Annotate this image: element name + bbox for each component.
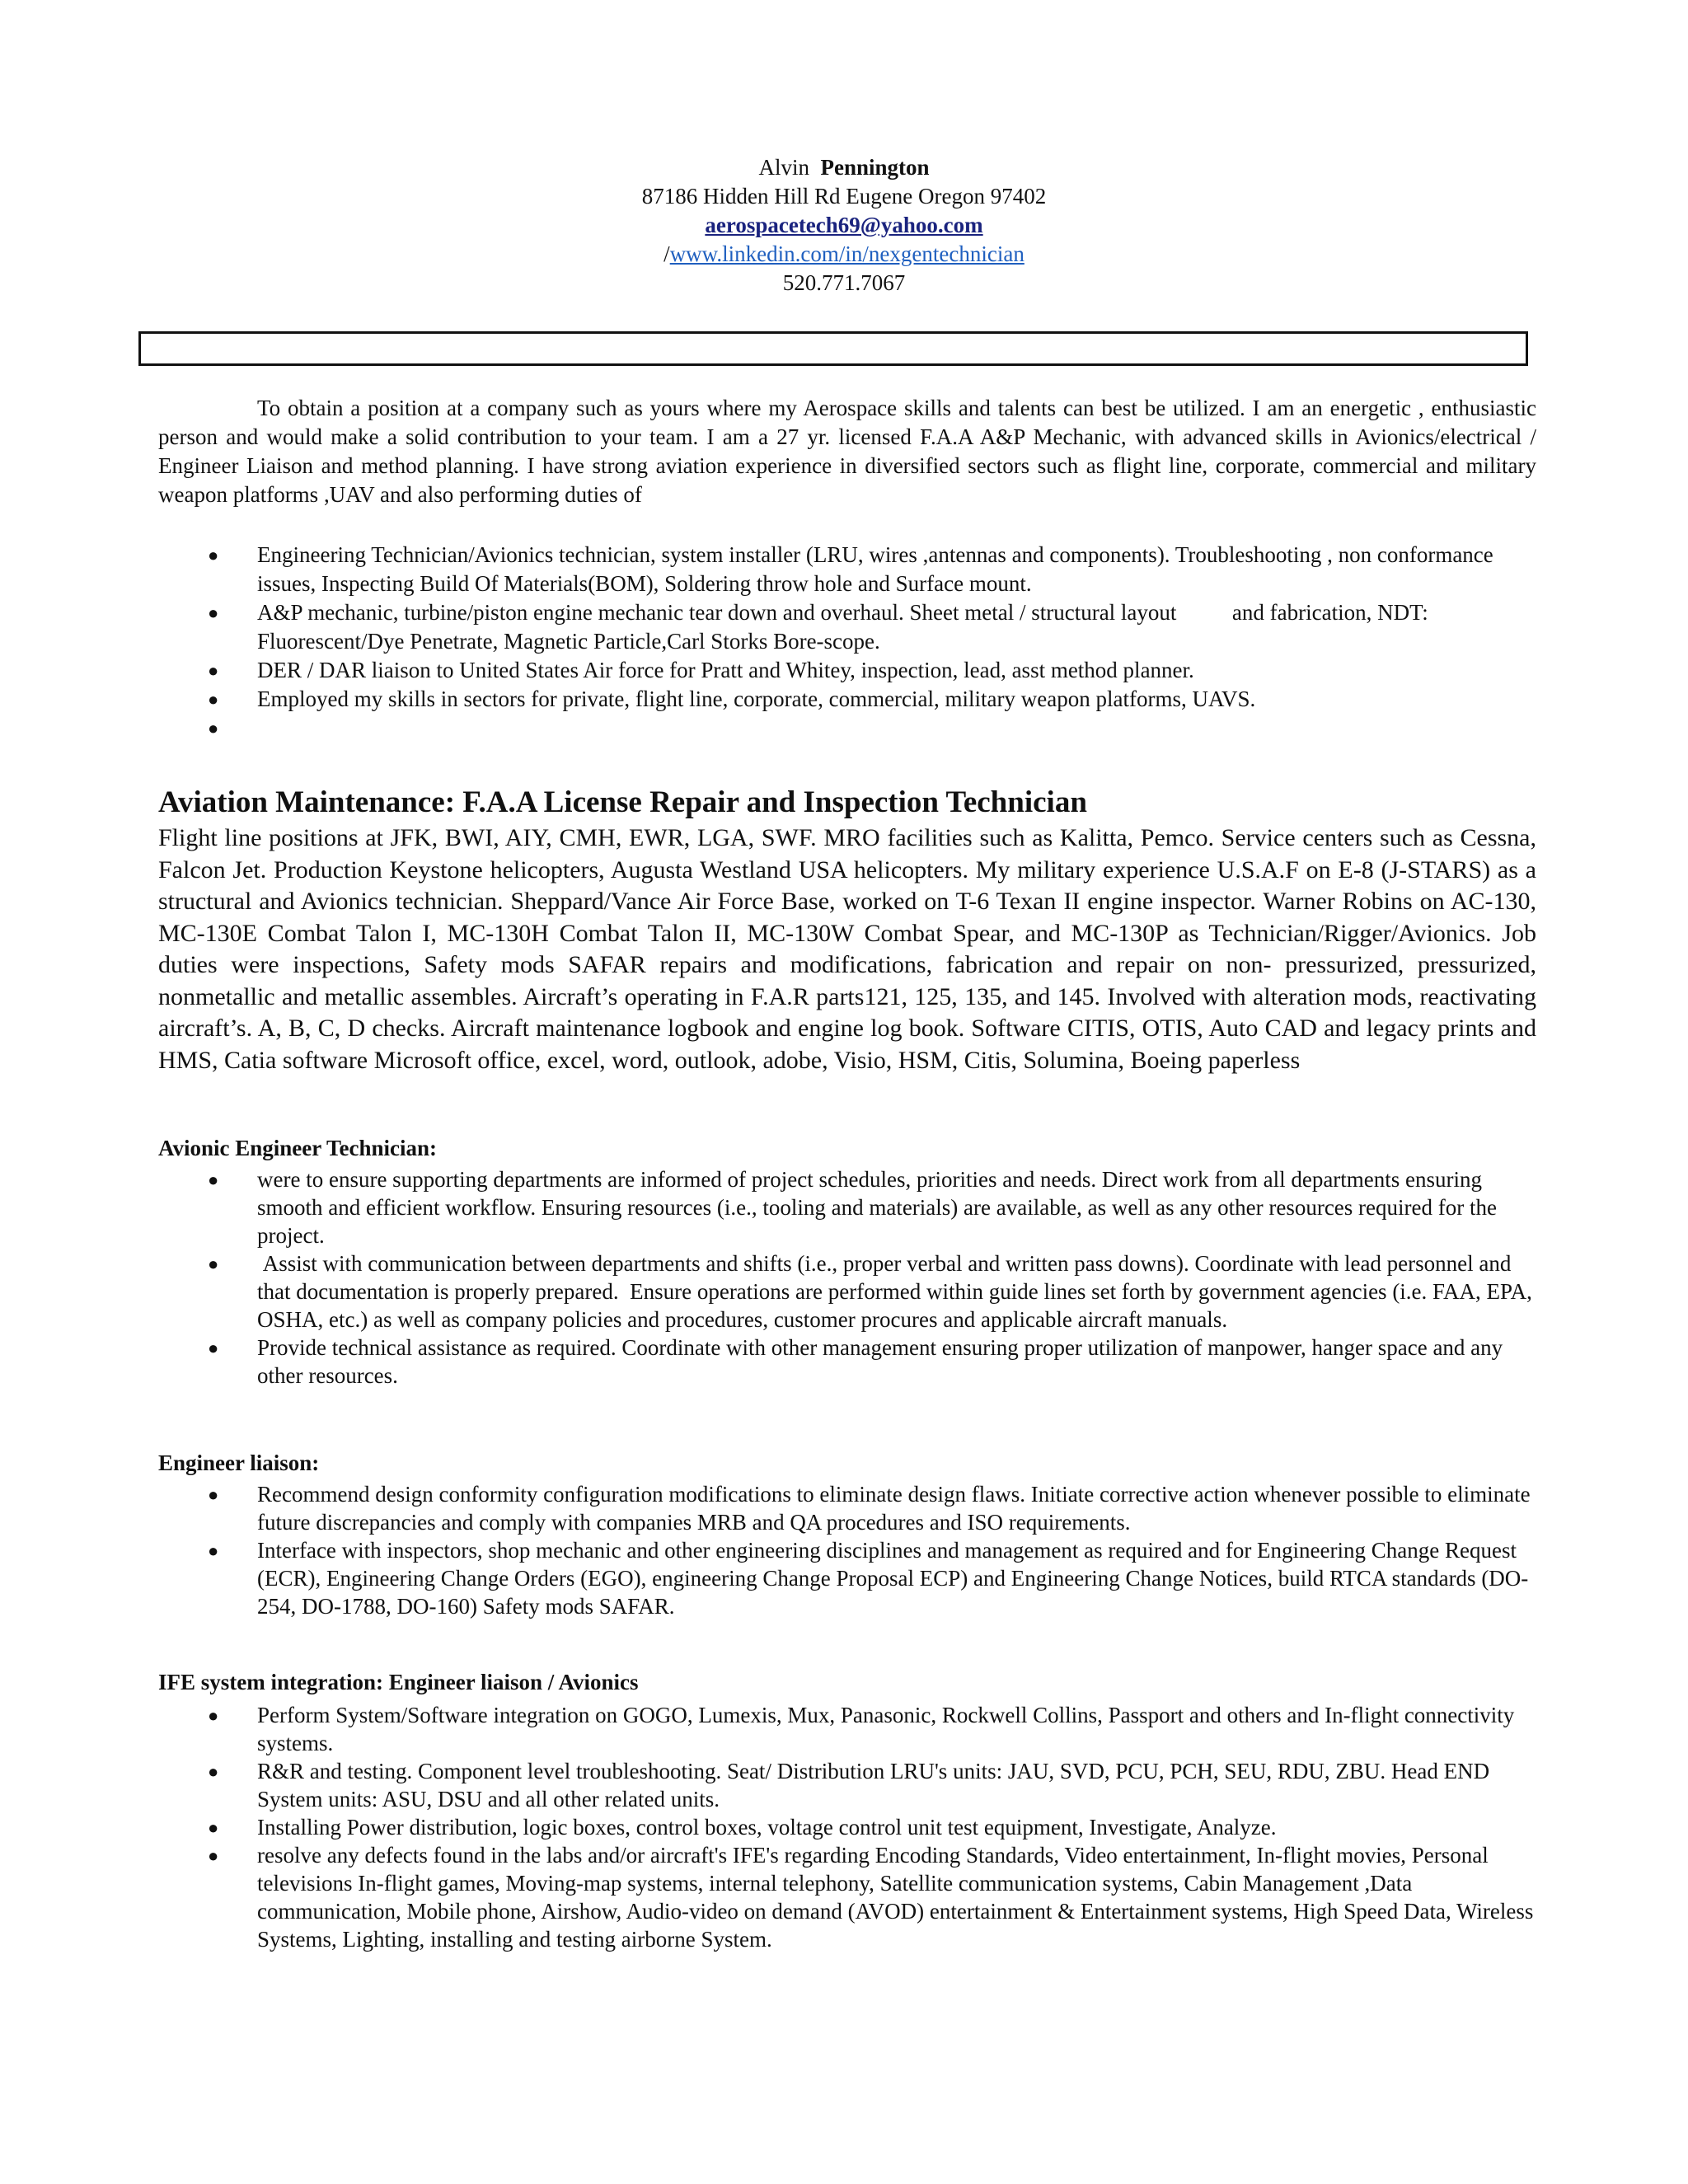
bullet-icon: ● (208, 602, 219, 623)
ife-heading: IFE system integration: Engineer liaison / Avionics (158, 1670, 639, 1694)
name-line (0, 153, 1688, 182)
first-name: Alvin (758, 155, 809, 180)
bullet-icon: ● (208, 1484, 219, 1505)
linkedin-prefix: / (663, 241, 670, 266)
bullet-icon: ● (208, 545, 219, 565)
list-item: ● Recommend design conformity configuration modifications to eliminate design flaws. Initiate corrective action whenever possible to eliminate future discrepancies and comply with companies MRB and QA procedures and ISO requirements. (208, 1482, 1531, 1535)
list-item: ● Interface with inspectors, shop mechanic and other engineering disciplines and management as required and for Engineering Change Request (ECR), Engineering Change Orders (EGO), engineering Change Proposal ECP) and Engineering Change Notices, build RTCA standards (DO-254, DO-1788, DO-160) Safety mods SAFAR. (208, 1538, 1529, 1619)
contact-header (0, 153, 1688, 298)
ife-list (158, 1701, 1536, 1953)
bullet-icon: ● (208, 660, 219, 681)
list-item: ● resolve any defects found in the labs and/or aircraft's IFE's regarding Encoding Standards, Video entertainment, In-flight movies, Personal televisions In-flight games, Moving-map systems, internal telephony, Satellite communication systems, Cabin Management ,Data communication, Mobile phone, Airshow, Audio-video on demand (AVOD) entertainment & Entertainment systems, High Speed Data, Wireless Systems, Lighting, installing and testing airborne System. (208, 1843, 1534, 1952)
list-item: ● Engineering Technician/Avionics technician, system installer (LRU, wires ,antennas and components). Troubleshooting , non conformance issues, Inspecting Build Of Materials(BOM), Soldering throw hole and Surface mount. (208, 542, 1493, 596)
bullet-icon: ● (208, 718, 219, 738)
address: 87186 Hidden Hill Rd Eugene Oregon 97402 (641, 184, 1047, 209)
list-item: ● A&P mechanic, turbine/piston engine mechanic tear down and overhaul. Sheet metal / structural layout and fabrication, NDT: Fluorescent/Dye Penetrate, Magnetic Particle,Carl Storks Bore-scope. (208, 600, 1434, 654)
phone: 520.771.7067 (782, 270, 906, 295)
bullet-icon: ● (208, 1705, 219, 1726)
list-item: ● Installing Power distribution, logic boxes, control boxes, voltage control unit test equipment, Investigate, Analyze. (158, 1813, 1536, 1841)
list-item: ● Assist with communication between departments and shifts (i.e., proper verbal and written pass downs). Coordinate with lead personnel and that documentation is properly prepared. Ensure operations are performed within guide lines set forth by government agencies (i.e. FAA, EPA, OSHA, etc.) as well as company policies and procedures, customer procures and applicable aircraft manuals. (208, 1251, 1538, 1332)
bullet-icon: ● (208, 1817, 219, 1838)
aviation-section-title: Aviation Maintenance: F.A.A License Repair and Inspection Technician (158, 785, 1087, 819)
bullet-icon: ● (208, 1540, 219, 1561)
avionic-engineer-heading: Avionic Engineer Technician: (158, 1136, 438, 1160)
list-item: ● Perform System/Software integration on GOGO, Lumexis, Mux, Panasonic, Rockwell Collins, Passport and others and In-flight connectivity systems. (208, 1703, 1515, 1755)
engineer-liaison-heading: Engineer liaison: (158, 1451, 320, 1475)
linkedin-link[interactable]: www.linkedin.com/in/nexgentechnician (669, 241, 1025, 266)
list-item: ● R&R and testing. Component level troubleshooting. Seat/ Distribution LRU's units: JAU, SVD, PCU, PCH, SEU, RDU, ZBU. Head END System units: ASU, DSU and all other related units. (208, 1759, 1490, 1811)
list-item: ● DER / DAR liaison to United States Air force for Pratt and Whitey, inspection, lead, asst method planner. (158, 656, 1536, 685)
email-link[interactable]: aerospacetech69@yahoo.com (705, 213, 983, 237)
bullet-icon: ● (208, 1254, 219, 1274)
bullet-icon: ● (208, 1338, 219, 1358)
email-line (0, 211, 1688, 240)
engineer-liaison-list (158, 1480, 1536, 1620)
list-item: ● Employed my skills in sectors for private, flight line, corporate, commercial, military weapon platforms, UAVS. (158, 685, 1536, 714)
linkedin-line (0, 240, 1688, 269)
bullet-icon: ● (208, 1761, 219, 1782)
objective-paragraph: To obtain a position at a company such as yours where my Aerospace skills and talents can best be utilized. I am an energetic , enthusiastic person and would make a solid contribution to your team. I am a 27 yr. licensed F.A.A A&P Mechanic, with advanced skills in Avionics/electrical / Engineer Liaison and method planning. I have strong aviation experience in diversified sectors such as flight line, corporate, commercial and military weapon platforms ,UAV and also performing duties of (158, 396, 1536, 507)
summary-bullet-list (158, 541, 1536, 743)
bullet-icon: ● (208, 689, 219, 710)
list-item: ● Provide technical assistance as required. Coordinate with other management ensuring proper utilization of manpower, hanger space and any other resources. (208, 1335, 1503, 1388)
aviation-paragraph: Flight line positions at JFK, BWI, AIY, CMH, EWR, LGA, SWF. MRO facilities such as Kalitta, Pemco. Service centers such as Cessna, Falcon Jet. Production Keystone helicopters, Augusta Westland USA helicopters. My military experience U.S.A.F on E-8 (J-STARS) as a structural and Avionics technician. Sheppard/Vance Air Force Base, worked on T-6 Texan II engine inspector. Warner Robins on AC-130, MC-130E Combat Talon I, MC-130H Combat Talon II, MC-130W Combat Spear, and MC-130P as Technician/Rigger/Avionics. Job duties were inspections, Safety mods SAFAR repairs and modifications, fabrication and repair on non- pressurized, pressurized, nonmetallic and metallic assembles. Aircraft’s operating in F.A.R parts121, 125, 135, and 145. Involved with alteration mods, reactivating aircraft’s. A, B, C, D checks. Aircraft maintenance logbook and engine log book. Software CITIS, OTIS, Auto CAD and legacy prints and HMS, Catia software Microsoft office, excel, word, outlook, adobe, Visio, HSM, Citis, Solumina, Boeing paperless (158, 824, 1536, 1074)
bullet-icon: ● (208, 1845, 219, 1866)
list-item (158, 714, 1536, 743)
list-item: ● were to ensure supporting departments are informed of project schedules, priorities and needs. Direct work from all departments ensuring smooth and efficient workflow. Ensuring resources (i.e., tooling and materials) are available, as well as any other resources required for the project. (208, 1167, 1497, 1248)
avionic-engineer-list (158, 1165, 1536, 1390)
bullet-icon: ● (208, 1169, 219, 1190)
objective-heading-box (138, 331, 1528, 366)
last-name: Pennington (820, 155, 930, 180)
